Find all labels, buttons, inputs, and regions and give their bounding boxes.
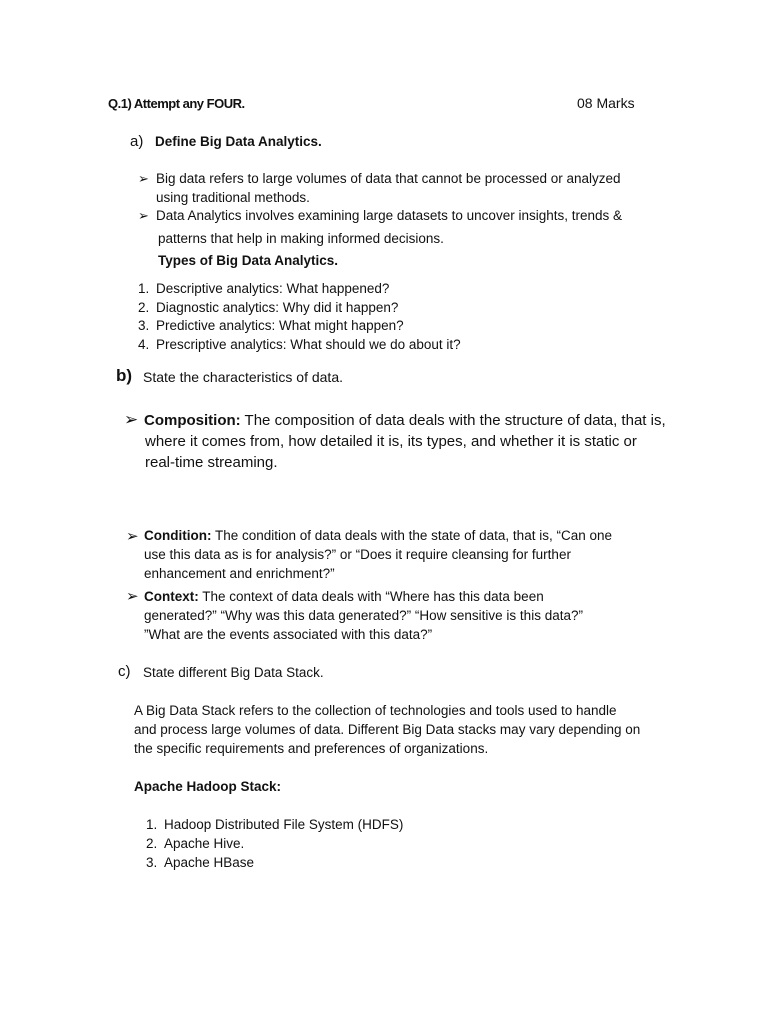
composition-text: real-time streaming. <box>145 454 278 471</box>
list-number: 3. <box>146 855 158 870</box>
part-c-title: State different Big Data Stack. <box>143 665 324 680</box>
list-number: 2. <box>138 300 150 315</box>
types-heading: Types of Big Data Analytics. <box>158 253 339 268</box>
part-b-title: State the characteristics of data. <box>143 369 343 385</box>
list-number: 2. <box>146 836 158 851</box>
composition-line <box>144 412 666 429</box>
paragraph-line: the specific requirements and preferences of organizations. <box>134 741 489 756</box>
context-term: Context: <box>144 589 199 604</box>
list-number: 1. <box>138 281 150 296</box>
bullet-text: Data Analytics involves examining large datasets to uncover insights, trends & <box>156 208 622 223</box>
context-line <box>144 589 544 604</box>
part-a-label: a) <box>130 133 144 150</box>
list-number: 3. <box>138 318 150 333</box>
condition-line <box>144 528 612 543</box>
condition-text: use this data as is for analysis?” or “Does it require cleansing for further <box>144 547 571 562</box>
part-b-label: b) <box>116 366 133 385</box>
bullet-arrow-icon: ➢ <box>138 171 149 186</box>
composition-text: The composition of data deals with the structure of data, that is, <box>240 412 666 429</box>
part-a-title: Define Big Data Analytics. <box>155 134 322 149</box>
composition-text: where it comes from, how detailed it is, its types, and whether it is static or <box>145 433 637 450</box>
paragraph-line: A Big Data Stack refers to the collection of technologies and tools used to handle <box>134 703 617 718</box>
list-item: Prescriptive analytics: What should we do about it? <box>156 337 461 352</box>
bullet-arrow-icon: ➢ <box>126 528 139 545</box>
paragraph-line: and process large volumes of data. Different Big Data stacks may vary depending on <box>134 722 641 737</box>
condition-term: Condition: <box>144 528 212 543</box>
stack-heading: Apache Hadoop Stack: <box>134 779 282 794</box>
condition-text: The condition of data deals with the state of data, that is, “Can one <box>211 528 612 543</box>
list-item: Diagnostic analytics: Why did it happen? <box>156 300 399 315</box>
composition-term: Composition: <box>144 412 241 429</box>
list-item: Apache Hive. <box>164 836 245 851</box>
condition-text: enhancement and enrichment?” <box>144 566 335 581</box>
bullet-arrow-icon: ➢ <box>124 410 139 429</box>
part-c-label: c) <box>118 663 131 680</box>
bullet-arrow-icon: ➢ <box>126 588 139 605</box>
list-number: 1. <box>146 817 158 832</box>
list-item: Descriptive analytics: What happened? <box>156 281 390 296</box>
list-item: Apache HBase <box>164 855 255 870</box>
question-heading: Q.1) Attempt any FOUR. <box>108 96 245 111</box>
context-text: ”What are the events associated with this data?” <box>144 627 433 642</box>
list-number: 4. <box>138 337 150 352</box>
context-text: The context of data deals with “Where has this data been <box>198 589 544 604</box>
list-item: Predictive analytics: What might happen? <box>156 318 404 333</box>
marks-label: 08 Marks <box>577 95 635 111</box>
list-item: Hadoop Distributed File System (HDFS) <box>164 817 404 832</box>
context-text: generated?” “Why was this data generated?” “How sensitive is this data?” <box>144 608 583 623</box>
bullet-text: using traditional methods. <box>156 190 310 205</box>
bullet-arrow-icon: ➢ <box>138 208 149 223</box>
bullet-text: patterns that help in making informed decisions. <box>158 231 444 246</box>
bullet-text: Big data refers to large volumes of data that cannot be processed or analyzed <box>156 171 621 186</box>
